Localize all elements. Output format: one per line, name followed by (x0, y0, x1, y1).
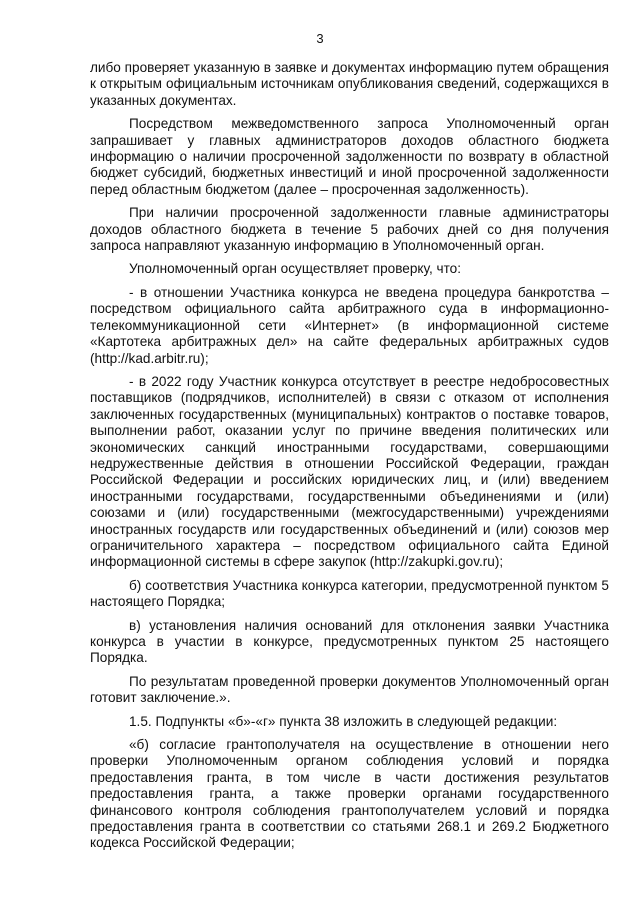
paragraph-grantee-consent: «б) согласие грантополучателя на осуществление в отношении него проверки Уполномоченным органом соблюдения условий и порядка предоставления гранта, в том числе в части достижения результатов предоставления гранта, а также проверки органами государственного финансового контроля соблюдения грантополучателем условий и порядка предоставления гранта в соответствии со статьями 268.1 и 269.2 Бюджетного кодекса Российской Федерации; (90, 737, 609, 851)
list-item-rejection-grounds: в) установления наличия оснований для отклонения заявки Участника конкурса в участии в конкурсе, предусмотренных пунктом 25 настоящего Порядка. (90, 617, 609, 666)
document-body (90, 60, 609, 859)
paragraph-verification-sources: либо проверяет указанную в заявке и документах информацию путем обращения к открытым официальным источникам опубликования сведений, содержащихся в указанных документах. (90, 60, 609, 108)
paragraph-amendment-1-5: 1.5. Подпункты «б»-«г» пункта 38 изложить в следующей редакции: (129, 713, 558, 729)
list-item-unfair-suppliers-registry: - в 2022 году Участник конкурса отсутствует в реестре недобросовестных поставщиков (подрядчиков, исполнителей) в связи с отказом от исполнения заключенных государственных (муниципальных) контрактов о поставке товаров, выполнении работ, оказании услуг по причине введения политических или экономических санкций иностранными государствами, совершающими недружественные действия в отношении Российской Федерации, граждан Российской Федерации и российских юридических лиц, и (или) введением иностранными государствами, государственными объединениями и (или) союзами и (или) государственными (межгосударственными) учреждениями иностранных государств или государственных объединений и (или) союзов мер ограничительного характера – посредством официального сайта Единой информационной системы в сфере закупок (http://zakupki.gov.ru); (90, 373, 609, 570)
paragraph-verification-intro: Уполномоченный орган осуществляет проверку, что: (129, 261, 462, 277)
list-item-category-compliance: б) соответствия Участника конкурса категории, предусмотренной пунктом 5 настоящего Порядка; (90, 577, 609, 610)
paragraph-debt-information: При наличии просроченной задолженности главные администраторы доходов областного бюджета в течение 5 рабочих дней со дня получения запроса направляют указанную информацию в Уполномоченный орган. (90, 205, 609, 254)
paragraph-conclusion: По результатам проведенной проверки документов Уполномоченный орган готовит заключение.». (90, 673, 609, 706)
list-item-bankruptcy-check: - в отношении Участника конкурса не введена процедура банкротства – посредством официального сайта арбитражного суда в информационно-телекоммуникационной сети «Интернет» (в информационной системе «Картотека арбитражных дел» на сайте федеральных арбитражных судов (http://kad.arbitr.ru); (90, 284, 609, 366)
page-number: 3 (316, 31, 324, 46)
paragraph-interagency-request: Посредством межведомственного запроса Уполномоченный орган запрашивает у главных администраторов доходов областного бюджета информацию о наличии просроченной задолженности по возврату в областной бюджет субсидий, бюджетных инвестиций и иной просроченной задолженности перед областным бюджетом (далее – просроченная задолженность). (90, 116, 609, 197)
